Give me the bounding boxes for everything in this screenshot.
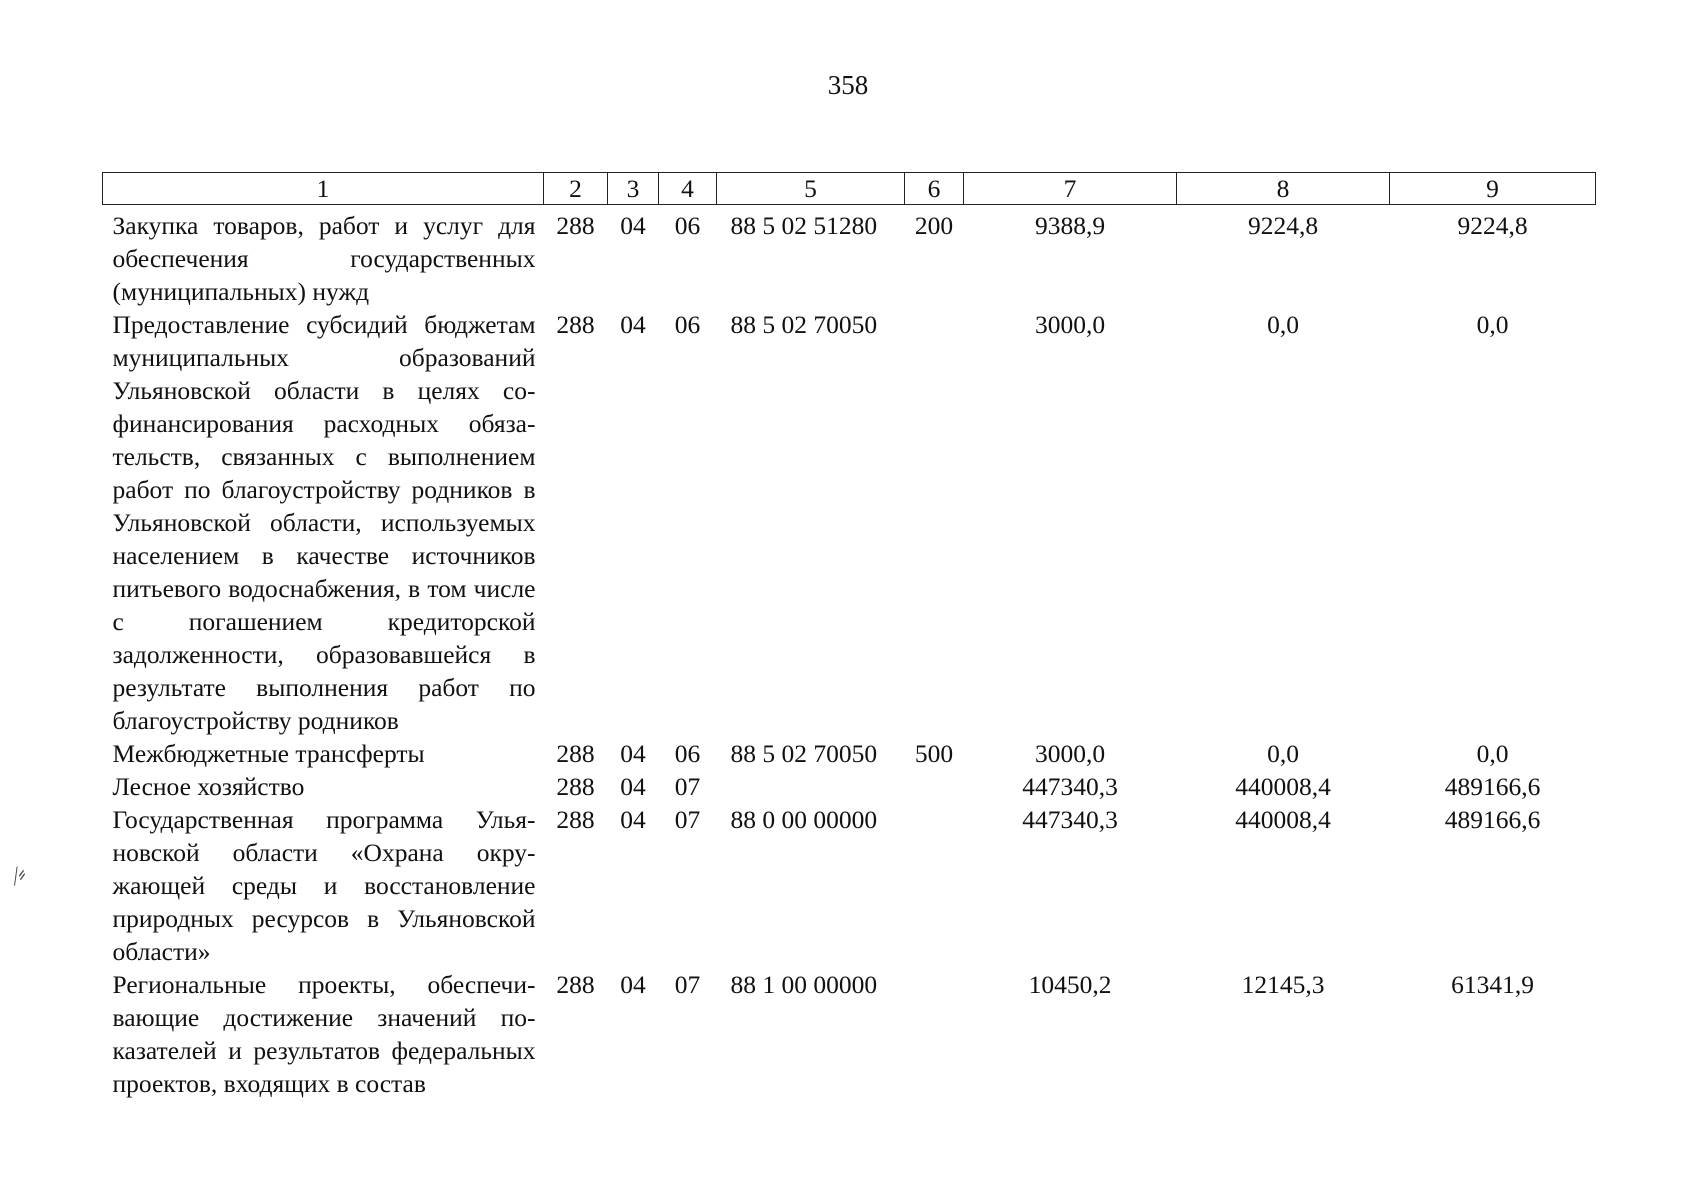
table-row: [103, 308, 1596, 737]
row-target-article: 88 1 00 00000: [730, 970, 878, 999]
table-row: [103, 205, 1596, 309]
page-number: 358: [827, 70, 869, 100]
table-body: [103, 205, 1596, 1101]
row-subsection: 06: [674, 211, 701, 240]
row-value-col9: 489166,6: [1444, 772, 1541, 801]
row-section: 04: [620, 772, 646, 801]
row-grbs: 288: [556, 970, 595, 999]
row-section: 04: [620, 805, 646, 834]
row-value-col8: 12145,3: [1241, 970, 1325, 999]
row-expense-type: [905, 770, 964, 803]
header-cell-1: 1: [103, 173, 544, 205]
header-cell-4: 4: [659, 173, 717, 205]
row-grbs: 288: [556, 739, 595, 768]
row-section: 04: [620, 211, 646, 240]
header-cell-9: 9: [1390, 173, 1596, 205]
header-cell-2: 2: [544, 173, 608, 205]
row-value-col7: 9388,9: [1034, 211, 1106, 240]
row-description: Государственная программа Ульяновской области «Охрана окружающей среды и восстановление природных ресурсов в Ульяновской области»: [112, 805, 536, 966]
handwritten-margin-mark: ⁄⸗: [8, 860, 32, 890]
row-description: Закупка товаров, работ и услуг для обеспечения государственных (муниципальных) нужд: [112, 211, 536, 306]
row-value-col8: 9224,8: [1247, 211, 1319, 240]
row-value-col9: 489166,6: [1444, 805, 1541, 834]
row-value-col7: 447340,3: [1022, 805, 1118, 834]
row-target-article: 88 5 02 70050: [730, 739, 878, 768]
header-cell-7: 7: [964, 173, 1177, 205]
row-target-article: 88 0 00 00000: [730, 805, 878, 834]
row-target-article: 88 5 02 70050: [730, 310, 878, 339]
row-target-article: [717, 770, 905, 803]
row-description: Региональные проекты, обеспечивающие достижение значений показателей и результатов федеральных проектов, входящих в состав: [112, 970, 536, 1098]
row-section: 04: [620, 739, 646, 768]
row-section: 04: [620, 310, 646, 339]
row-value-col7: 3000,0: [1034, 310, 1106, 339]
row-value-col9: 0,0: [1476, 310, 1509, 339]
row-value-col7: 10450,2: [1028, 970, 1112, 999]
row-subsection: 07: [674, 805, 701, 834]
row-expense-type: [905, 803, 964, 968]
row-value-col7: 447340,3: [1022, 772, 1118, 801]
header-cell-6: 6: [905, 173, 964, 205]
row-grbs: 288: [556, 805, 595, 834]
header-cell-8: 8: [1177, 173, 1390, 205]
table-header: [103, 173, 1596, 205]
row-grbs: 288: [556, 310, 595, 339]
row-expense-type: 500: [914, 739, 954, 768]
table-row: [103, 803, 1596, 968]
row-subsection: 06: [674, 310, 701, 339]
table-row: [103, 737, 1596, 770]
row-value-col8: 440008,4: [1235, 805, 1331, 834]
row-value-col8: 440008,4: [1235, 772, 1331, 801]
table-row: [103, 968, 1596, 1100]
table-row: [103, 770, 1596, 803]
row-value-col8: 0,0: [1267, 739, 1299, 768]
row-subsection: 06: [674, 739, 701, 768]
row-expense-type: [905, 308, 964, 737]
row-value-col9: 0,0: [1476, 739, 1509, 768]
row-section: 04: [620, 970, 646, 999]
budget-table: [102, 172, 1596, 1100]
row-subsection: 07: [674, 772, 701, 801]
row-target-article: 88 5 02 51280: [730, 211, 878, 240]
row-value-col8: 0,0: [1267, 310, 1299, 339]
row-grbs: 288: [556, 211, 595, 240]
row-grbs: 288: [556, 772, 595, 801]
row-description: Межбюджетные трансферты: [112, 739, 425, 768]
header-cell-3: 3: [608, 173, 659, 205]
header-row: [103, 173, 1596, 205]
row-value-col9: 9224,8: [1457, 211, 1528, 240]
row-value-col7: 3000,0: [1034, 739, 1106, 768]
row-description: Лесное хозяйство: [112, 772, 305, 801]
row-expense-type: [905, 968, 964, 1100]
row-description: Предоставление субсидий бюджетам муниципальных образований Ульяновской области в целях софинансирования расходных обязательств, связанных с выполнением работ по благоустройству родников в Ульяновской области, используемых населением в качестве источников питьевого водоснабжения, в том числе с погашением кредиторской задолженности, образовавшейся в результате выполнения работ по благоустройству родников: [112, 310, 536, 735]
row-expense-type: 200: [914, 211, 954, 240]
row-subsection: 07: [674, 970, 701, 999]
header-cell-5: 5: [717, 173, 905, 205]
row-value-col9: 61341,9: [1451, 970, 1534, 999]
